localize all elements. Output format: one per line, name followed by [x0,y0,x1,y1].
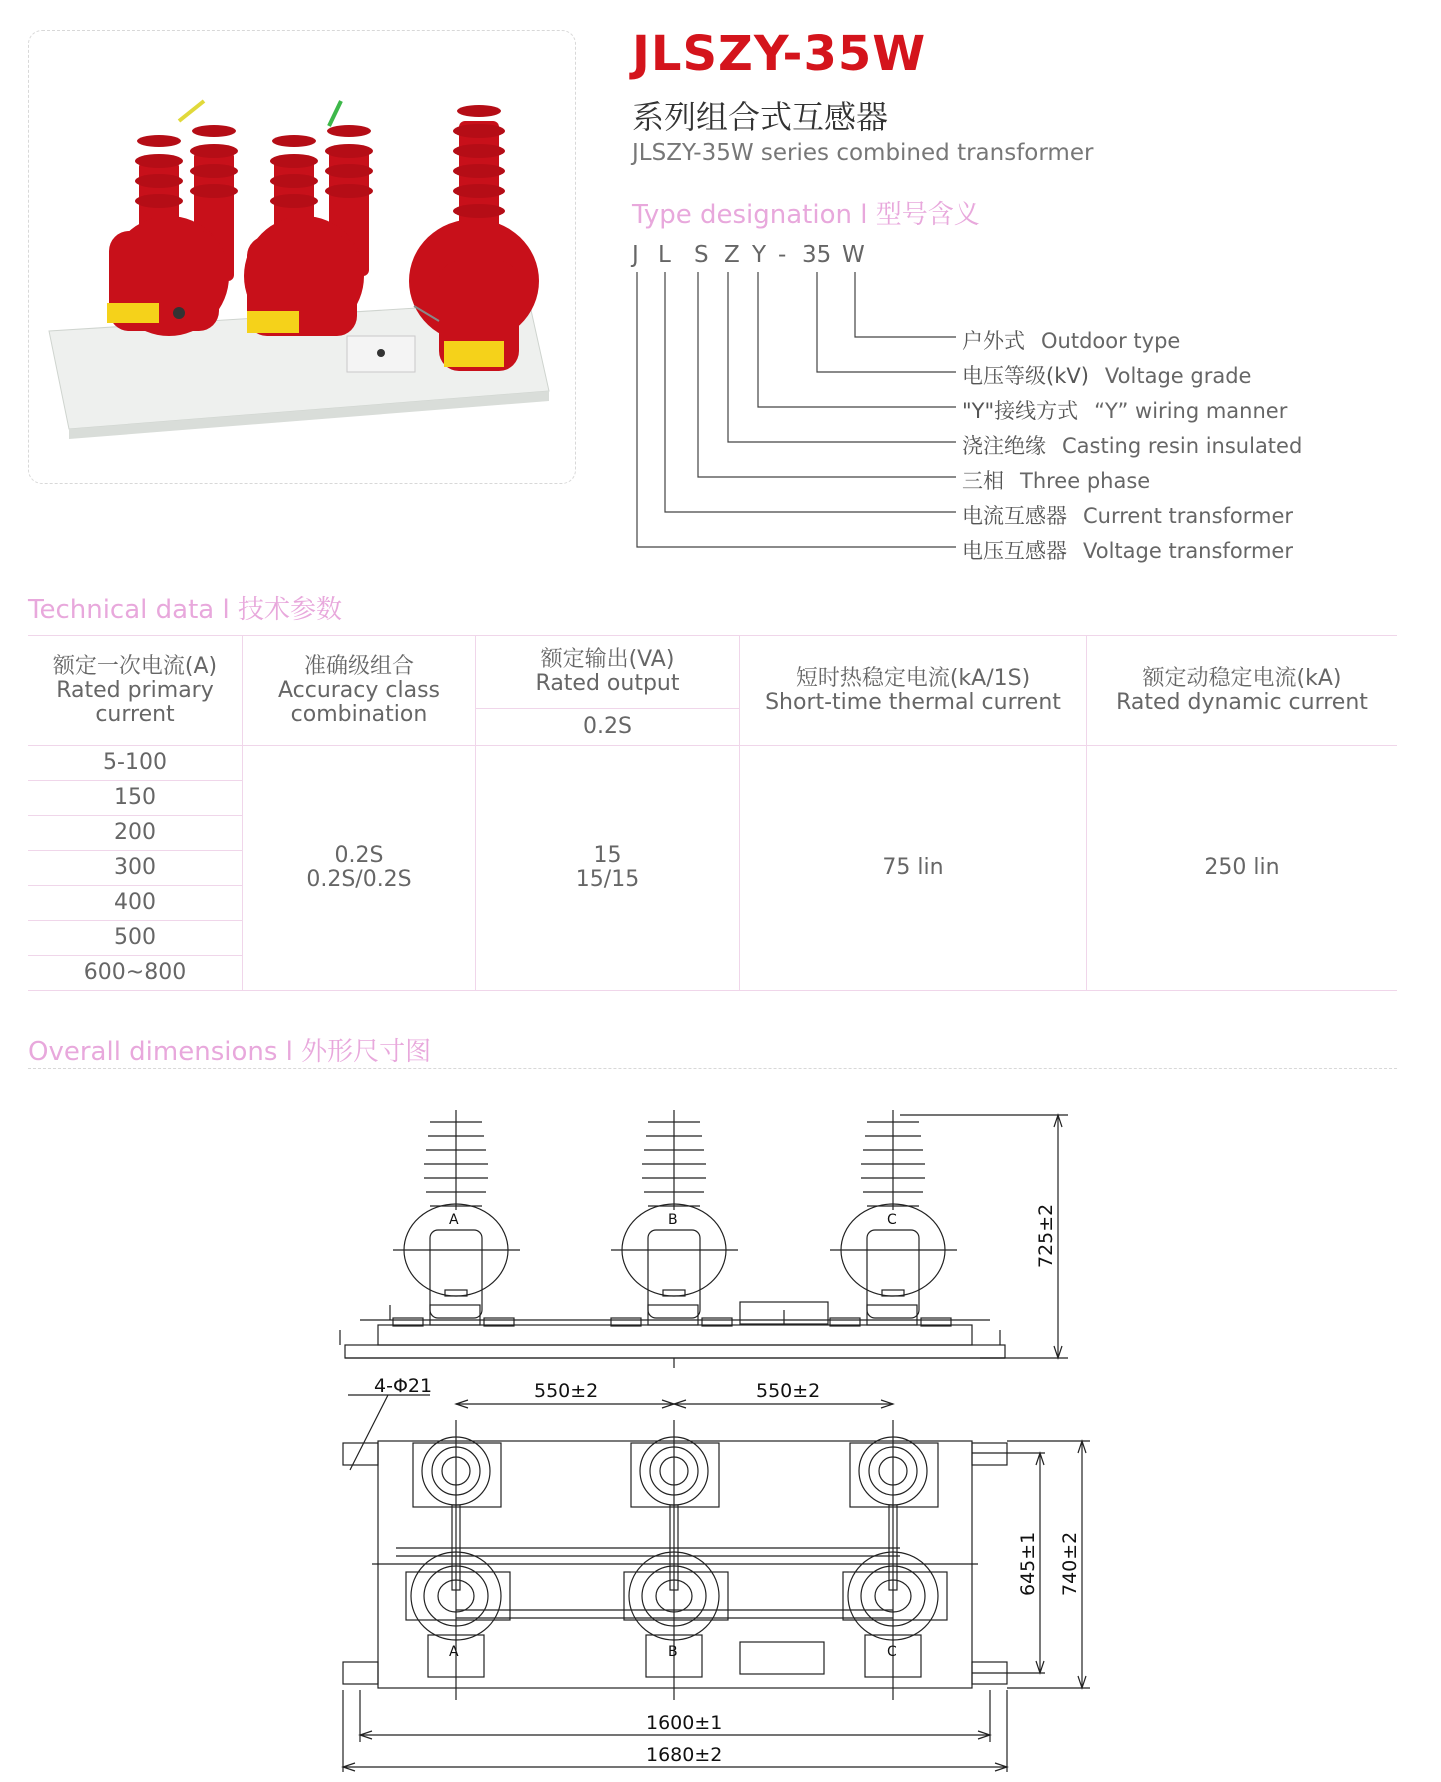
type-item-en: “Y” wiring manner [1094,399,1288,423]
type-item-cn: 电流互感器 [962,504,1067,528]
header-cn: 准确级组合 [303,653,414,679]
type-letter: S [694,242,709,268]
dim-holes: 4-Φ21 [374,1375,433,1397]
phase-label: B [668,1644,678,1660]
header-cn: 额定一次电流(A) [52,653,218,679]
phase-label: C [887,1644,897,1660]
title-cn: 系列组合式互感器 [632,98,889,136]
accuracy-value: 0.2S/0.2S [306,867,412,892]
type-item-en: Current transformer [1083,504,1294,528]
output-value: 15/15 [575,867,640,892]
type-item-cn: 浇注绝缘 [962,434,1046,458]
phase-label: C [887,1212,897,1228]
table-cell-current: 150 [28,781,243,816]
header-en: Accuracy class [277,677,441,703]
model-title: JLSZY-35W [632,26,927,82]
dim-outer-depth: 740±2 [1059,1531,1081,1596]
header-en: Rated primary [56,677,214,703]
dim-inner-width: 1600±1 [646,1712,723,1734]
type-item-en: Outdoor type [1041,329,1181,353]
type-item-cn: 电压互感器 [962,539,1067,563]
table-subheader: 0.2S [476,709,740,746]
phase-label: A [449,1644,459,1660]
header-en: Rated dynamic current [1116,689,1368,715]
type-item-cn: 电压等级(kV) [962,364,1089,388]
header-en: combination [290,701,428,727]
title-en: JLSZY-35W series combined transformer [632,140,1094,166]
type-letter: J [632,242,639,268]
dim-height: 725±2 [1035,1203,1057,1268]
table-cell-dynamic: 250 lin [1087,746,1398,991]
type-letter: 35 [802,242,832,268]
phase-label: A [449,1212,459,1228]
dim-outer-width: 1680±2 [646,1744,723,1766]
table-cell-current: 600~800 [28,956,243,991]
type-item-cn: 户外式 [962,329,1025,353]
type-item-en: Voltage transformer [1083,539,1293,563]
technical-data-heading: Technical data l 技术参数 [28,595,342,625]
type-item-en: Three phase [1020,469,1151,493]
dim-spacing: 550±2 [534,1380,599,1402]
header-en: Rated output [535,671,680,696]
table-cell-current: 300 [28,851,243,886]
output-value: 15 [593,843,622,868]
header-en: current [95,701,175,727]
header-cn: 额定输出(VA) [540,647,675,672]
type-item-en: Casting resin insulated [1062,434,1303,458]
table-cell-current: 200 [28,816,243,851]
type-letter: - [778,242,787,268]
overall-dimensions-heading: Overall dimensions l 外形尺寸图 [28,1037,432,1067]
type-letter: Z [724,242,740,268]
table-cell-current: 400 [28,886,243,921]
table-cell-thermal: 75 lin [740,746,1087,991]
type-letter: W [842,242,865,268]
type-designation-heading: Type designation l 型号含义 [632,200,980,230]
type-item-en: Voltage grade [1104,364,1252,388]
header-cn: 短时热稳定电流(kA/1S) [795,665,1031,691]
accuracy-value: 0.2S [334,843,384,868]
dim-spacing: 550±2 [756,1380,821,1402]
header-en: Short-time thermal current [765,689,1061,715]
phase-label: B [668,1212,678,1228]
type-item-cn: 三相 [962,469,1004,493]
table-cell-current: 5-100 [28,746,243,781]
type-letter: L [658,242,671,268]
type-letter: Y [752,242,767,268]
table-cell-current: 500 [28,921,243,956]
type-item-cn: "Y"接线方式 [962,399,1079,423]
dim-inner-depth: 645±1 [1017,1531,1039,1596]
header-cn: 额定动稳定电流(kA) [1142,665,1342,691]
